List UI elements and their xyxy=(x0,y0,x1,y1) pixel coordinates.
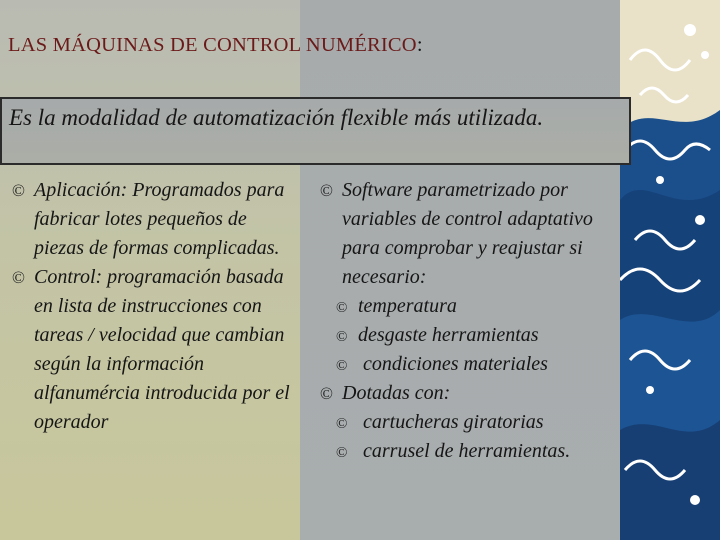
item-text: Software parametrizado por variables de control adaptativo para comprobar y reajustar si necesario: xyxy=(342,179,593,288)
left-column xyxy=(12,176,297,437)
item-text: : Programados para fabricar lotes pequeños de piezas de formas complicadas. xyxy=(34,179,285,259)
intro-text: Es la modalidad de automatización flexible más utilizada. xyxy=(9,105,544,130)
sub-item-temperatura xyxy=(336,292,620,321)
sub-item-text: carrusel de herramientas. xyxy=(358,440,571,462)
item-label: Control xyxy=(34,266,96,288)
bullet-icon: © xyxy=(320,181,333,200)
sub-item-text: desgaste herramientas xyxy=(358,324,539,346)
bullet-icon: © xyxy=(336,300,348,316)
sub-item-text: temperatura xyxy=(358,295,457,317)
list-item-aplicacion xyxy=(12,176,297,263)
sub-item-text: condiciones materiales xyxy=(358,353,548,375)
wave-illustration-icon xyxy=(620,0,720,540)
list-item-software xyxy=(320,176,620,292)
list-item-control xyxy=(12,263,297,437)
sub-item-text: cartucheras giratorias xyxy=(358,411,544,433)
sub-item-desgaste xyxy=(336,321,620,350)
slide-title-suffix: : xyxy=(416,34,423,56)
sub-item-condiciones xyxy=(336,350,620,379)
bullet-icon: © xyxy=(336,445,348,461)
sub-item-cartucheras xyxy=(336,408,620,437)
right-column xyxy=(320,176,620,466)
bullet-icon: © xyxy=(336,416,348,432)
slide-title xyxy=(8,34,608,57)
item-label: Aplicación xyxy=(34,179,121,201)
list-item-dotadas xyxy=(320,379,620,408)
item-text: Dotadas con: xyxy=(342,382,451,404)
bullet-icon: © xyxy=(320,384,333,403)
slide-title-text: LAS MÁQUINAS DE CONTROL NUMÉRICO xyxy=(8,34,417,56)
item-text: : programación basada en lista de instrucciones con tareas / velocidad que cambian según la información alfanumércia introducida por el operador xyxy=(34,266,290,433)
sub-item-carrusel xyxy=(336,437,620,466)
bullet-icon: © xyxy=(12,268,25,287)
bullet-icon: © xyxy=(12,181,25,200)
intro-box xyxy=(0,97,631,165)
bullet-icon: © xyxy=(336,358,348,374)
bullet-icon: © xyxy=(336,329,348,345)
